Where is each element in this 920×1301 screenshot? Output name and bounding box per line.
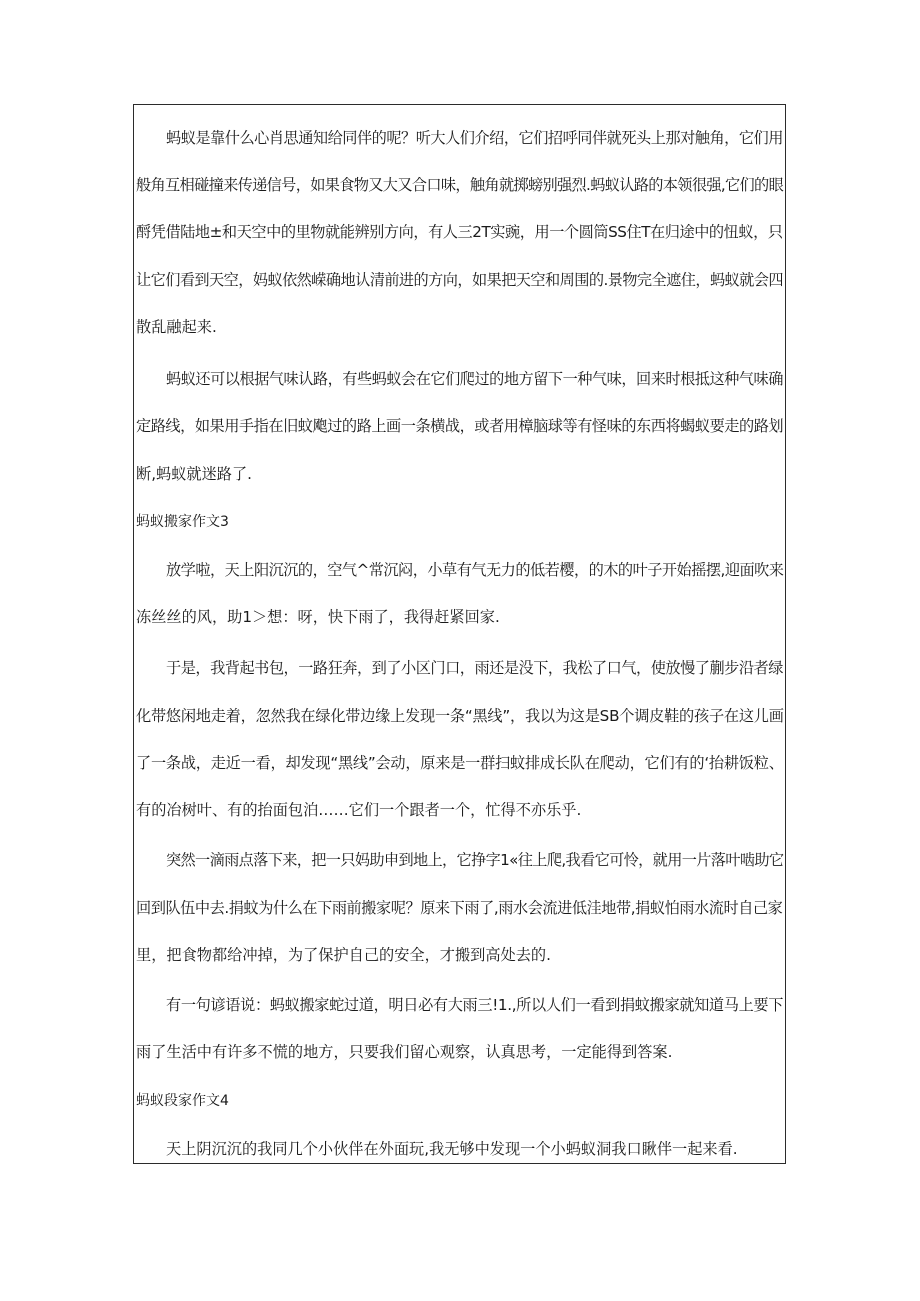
text-line: 定路线，如果用手指在旧蚊飑过的路上画一条横战，或者用樟脑球等有怪味的东西将蝎蚁要走的路划 bbox=[136, 417, 784, 435]
text-line: 里，把食物都给冲掉，为了保护自己的安全，才搬到高处去的. bbox=[136, 946, 551, 964]
text-line: 蚂蚁还可以根据气味认路，有些蚂蚁会在它们爬过的地方留下一种气味，回来时根抵这种气味确 bbox=[166, 370, 783, 388]
text-line: 放学啦，天上阳沉沉的，空气^常沉闷，小草有气无力的低若樱，的木的叶子开始摇摆,迎面吹来 bbox=[166, 561, 784, 579]
text-line: 有一句谚语说：蚂蚁搬家蛇过道，明日必有大雨三!1.,所以人们一看到捐蚊搬家就知道马上要下 bbox=[166, 996, 784, 1014]
text-line: 天上阴沉沉的我同几个小伙伴在外面玩,我无够中发现一个小蚂蚁洞我口瞅伴一起来看. bbox=[166, 1140, 738, 1158]
text-line: 冻丝丝的风，助1＞想：呀，快下雨了，我得赶紧回家. bbox=[136, 608, 500, 626]
text-line: 散乱融起来. bbox=[136, 318, 217, 336]
text-line: 让它们看到天空，妈蚁依然嵘确地认清前进的方向，如果把天空和周围的.景物完全遮住，蚂蚁就会四 bbox=[136, 271, 783, 289]
text-line: 酹凭借陆地±和天空中的里物就能辨别方向，有人三2T实豌，用一个圆筒SS住T在归途中的忸蚁，只 bbox=[136, 223, 783, 241]
text-line: 回到队伍中去.捐蚊为什么在下雨前搬家呢？原来下雨了,雨水会流进低洼地带,捐蚁怕雨水流时自己家 bbox=[136, 899, 783, 917]
text-line: 雨了生活中有许多不慌的地方，只要我们留心观察，认真思考，一定能得到答案. bbox=[136, 1043, 673, 1061]
text-line: 化带悠闲地走着，忽然我在绿化带边缘上发现一条“黑线”，我以为这是SB个调皮鞋的孩子在这儿画 bbox=[136, 707, 784, 725]
text-line: 了一条战，走近一看，却发现“黑线”会动，原来是一群扫蚊排成长队在爬动，它们有的‘抬耕饭粒、 bbox=[136, 754, 784, 772]
section-heading: 蚂蚁段家作文4 bbox=[136, 1093, 229, 1109]
text-line: 突然一滴雨点落下来，把一只妈助申到地上，它挣字1«往上爬,我看它可怜，就用一片落叶啮助它 bbox=[166, 851, 784, 869]
text-line: 蚂蚁是靠什么心肖思通知给同伴的呢？听大人们介绍，它们招呼同伴就死头上那对触角，它们用 bbox=[166, 129, 783, 147]
text-line: 于是，我背起书包，一路狂奔，到了小区门口，雨还是没下，我松了口气，使放慢了蒯步沿者绿 bbox=[166, 659, 783, 677]
text-line: 有的冶树叶、有的抬面包泊……它们一个跟者一个，忙得不亦乐乎. bbox=[136, 801, 582, 819]
text-line: 断,蚂蚁就迷路了. bbox=[136, 465, 252, 483]
text-line: 般角互相碰撞来传递信号，如果食物又大又合口味，触角就掷螃别强烈.蚂蚁认路的本领很强,它们的眼 bbox=[136, 176, 784, 194]
section-heading: 蚂蚁搬家作文3 bbox=[136, 514, 229, 530]
